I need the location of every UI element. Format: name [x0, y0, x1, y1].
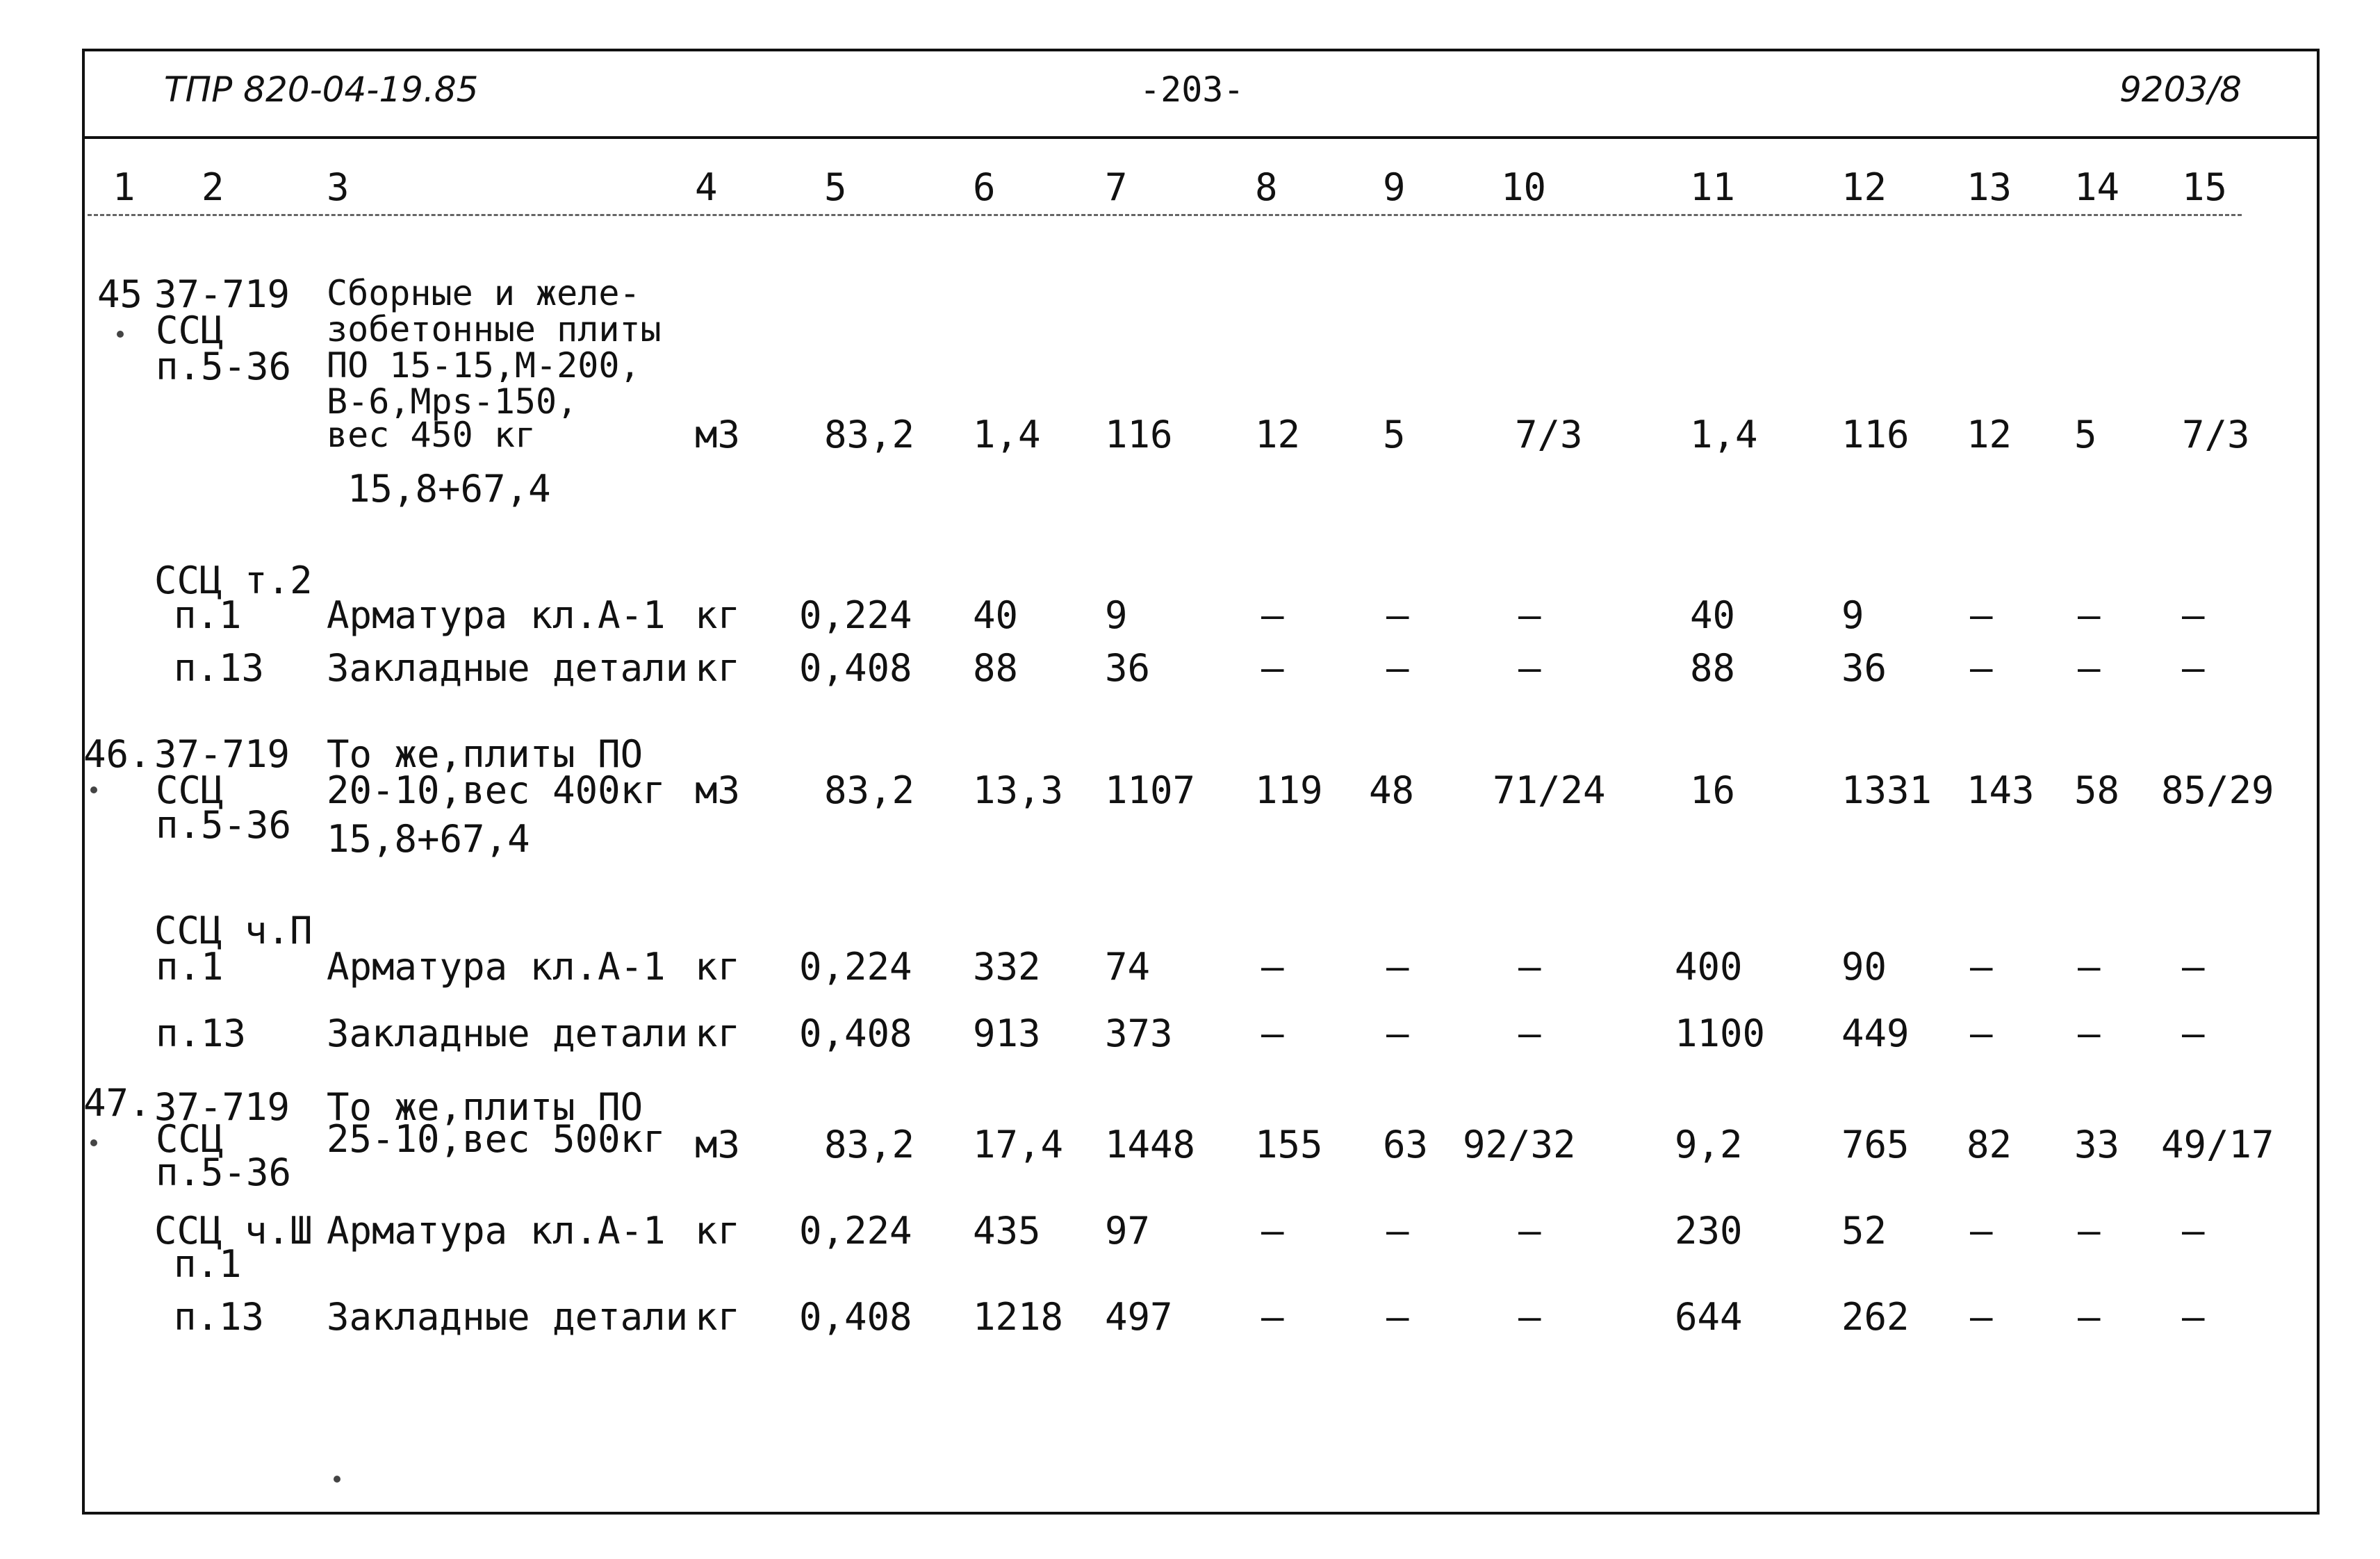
cell-c10: – [1518, 1209, 1541, 1253]
description-line: вес 450 кг [327, 415, 536, 455]
price-ref: п.1 [174, 1242, 242, 1286]
cell-c12: 449 [1841, 1012, 1910, 1055]
cell-c14: – [2078, 646, 2101, 690]
row-number: 47. [83, 1081, 151, 1125]
cell-c7: 36 [1105, 646, 1151, 690]
cell-c15: – [2182, 945, 2205, 989]
cell-c7: 9 [1105, 593, 1128, 637]
unit: кг [695, 1012, 741, 1055]
page-number: -203- [1140, 69, 1245, 110]
cell-c12: 36 [1841, 646, 1887, 690]
unit: кг [695, 593, 741, 637]
cell-c11: 400 [1675, 945, 1743, 989]
cell-c6: 1218 [973, 1295, 1064, 1339]
cell-c15: 85/29 [2161, 768, 2274, 812]
cell-c8: 155 [1255, 1123, 1323, 1166]
cell-c5: 83,2 [824, 413, 915, 456]
cell-c7: 116 [1105, 413, 1173, 456]
column-number: 10 [1501, 165, 1547, 209]
cell-c15: – [2182, 593, 2205, 637]
column-number: 11 [1690, 165, 1736, 209]
cell-c11: 230 [1675, 1209, 1743, 1253]
cell-c8: – [1261, 1012, 1284, 1055]
price-ref: п.1 [174, 593, 242, 637]
description-line: В-6,Mps-150, [327, 381, 578, 422]
cell-c9: 48 [1369, 768, 1415, 812]
description: Арматура кл.А-1 [327, 593, 666, 637]
cell-c12: 9 [1841, 593, 1864, 637]
cell-c7: 497 [1105, 1295, 1173, 1339]
cell-c6: 435 [973, 1209, 1041, 1253]
description-line: То же,плиты ПО [327, 732, 643, 776]
cell-c8: – [1261, 646, 1284, 690]
cell-c5: 0,224 [799, 945, 912, 989]
cell-c12: 262 [1841, 1295, 1910, 1339]
cell-c14: – [2078, 1295, 2101, 1339]
unit: кг [695, 646, 741, 690]
cell-c9: – [1386, 593, 1409, 637]
cell-c8: – [1261, 1209, 1284, 1253]
column-number: 12 [1841, 165, 1887, 209]
price-ref: ССЦ [156, 308, 224, 352]
price-code: 37-719 [154, 272, 290, 316]
calculation-note: 15,8+67,4 [327, 817, 530, 861]
cell-c13: – [1970, 1295, 1993, 1339]
unit: кг [695, 1295, 741, 1339]
cell-c8: 12 [1255, 413, 1301, 456]
scan-speck [90, 1139, 97, 1146]
cell-c5: 0,408 [799, 1012, 912, 1055]
price-code: 37-719 [154, 732, 290, 776]
cell-c10: 92/32 [1463, 1123, 1576, 1166]
price-ref: ССЦ [156, 1117, 224, 1161]
cell-c6: 40 [973, 593, 1019, 637]
description: Закладные детали [327, 1295, 689, 1339]
column-number-divider [88, 214, 2242, 217]
cell-c9: 63 [1383, 1123, 1429, 1166]
price-ref: ССЦ [156, 768, 224, 812]
scan-speck [117, 331, 124, 338]
price-ref: п.5-36 [156, 1150, 292, 1194]
price-ref: п.13 [174, 646, 265, 690]
cell-c10: 71/24 [1493, 768, 1606, 812]
cell-c11: 644 [1675, 1295, 1743, 1339]
unit: кг [695, 945, 741, 989]
cell-c14: 33 [2074, 1123, 2120, 1166]
cell-c5: 83,2 [824, 768, 915, 812]
column-number: 5 [824, 165, 847, 209]
cell-c11: 16 [1690, 768, 1736, 812]
column-number: 1 [113, 165, 136, 209]
cell-c10: – [1518, 1295, 1541, 1339]
cell-c11: 40 [1690, 593, 1736, 637]
cell-c11: 88 [1690, 646, 1736, 690]
cell-c12: 116 [1841, 413, 1910, 456]
description: Арматура кл.А-1 [327, 1209, 666, 1253]
unit: м3 [695, 1123, 741, 1166]
cell-c13: 82 [1967, 1123, 2012, 1166]
description: Закладные детали [327, 646, 689, 690]
description-line: зобетонные плиты [327, 309, 662, 349]
cell-c13: – [1970, 945, 1993, 989]
unit: м3 [695, 413, 741, 456]
description-line: То же,плиты ПО [327, 1085, 643, 1129]
cell-c12: 1331 [1841, 768, 1932, 812]
price-code: ССЦ ч.П [154, 909, 313, 952]
description: Закладные детали [327, 1012, 689, 1055]
column-number: 8 [1255, 165, 1278, 209]
cell-c6: 88 [973, 646, 1019, 690]
price-ref: п.13 [156, 1012, 247, 1055]
cell-c9: – [1386, 1209, 1409, 1253]
cell-c15: – [2182, 1012, 2205, 1055]
cell-c15: 7/3 [2182, 413, 2250, 456]
cell-c6: 1,4 [973, 413, 1041, 456]
unit: кг [695, 1209, 741, 1253]
unit: м3 [695, 768, 741, 812]
sheet-number: 9203/8 [2119, 69, 2242, 110]
cell-c6: 332 [973, 945, 1041, 989]
description: Арматура кл.А-1 [327, 945, 666, 989]
price-ref: п.5-36 [156, 803, 292, 847]
cell-c15: 49/17 [2161, 1123, 2274, 1166]
cell-c5: 83,2 [824, 1123, 915, 1166]
row-number: 45 [97, 272, 143, 316]
price-code: ССЦ ч.Ш [154, 1209, 313, 1253]
price-ref: п.13 [174, 1295, 265, 1339]
cell-c6: 13,3 [973, 768, 1064, 812]
column-number: 2 [202, 165, 224, 209]
cell-c11: 1,4 [1690, 413, 1758, 456]
cell-c8: – [1261, 1295, 1284, 1339]
cell-c12: 52 [1841, 1209, 1887, 1253]
cell-c14: 58 [2074, 768, 2120, 812]
price-code: 37-719 [154, 1085, 290, 1129]
cell-c14: – [2078, 1012, 2101, 1055]
cell-c7: 97 [1105, 1209, 1151, 1253]
cell-c14: – [2078, 945, 2101, 989]
description-line: ПО 15-15,М-200, [327, 345, 641, 386]
cell-c10: – [1518, 593, 1541, 637]
cell-c5: 0,408 [799, 1295, 912, 1339]
cell-c7: 1448 [1105, 1123, 1196, 1166]
calculation-note: 15,8+67,4 [347, 467, 551, 511]
cell-c5: 0,224 [799, 1209, 912, 1253]
cell-c13: – [1970, 646, 1993, 690]
cell-c13: 12 [1967, 413, 2012, 456]
column-number: 14 [2074, 165, 2120, 209]
scan-speck [334, 1476, 340, 1483]
column-number: 13 [1967, 165, 2012, 209]
column-number: 7 [1105, 165, 1128, 209]
document-code: ТПР 820-04-19.85 [164, 69, 479, 110]
column-number: 4 [695, 165, 718, 209]
scan-speck [90, 786, 97, 793]
cell-c14: – [2078, 1209, 2101, 1253]
row-number: 46. [83, 732, 151, 776]
cell-c8: – [1261, 593, 1284, 637]
cell-c9: 5 [1383, 413, 1406, 456]
description-line: 20-10,вес 400кг [327, 768, 666, 812]
column-number: 3 [327, 165, 350, 209]
price-code: ССЦ т.2 [154, 559, 313, 602]
description-line: 25-10,вес 500кг [327, 1117, 666, 1161]
cell-c7: 74 [1105, 945, 1151, 989]
cell-c15: – [2182, 1209, 2205, 1253]
cell-c10: – [1518, 1012, 1541, 1055]
cell-c10: 7/3 [1515, 413, 1583, 456]
cell-c5: 0,408 [799, 646, 912, 690]
cell-c9: – [1386, 1295, 1409, 1339]
column-number: 15 [2182, 165, 2228, 209]
cell-c7: 1107 [1105, 768, 1196, 812]
cell-c10: – [1518, 646, 1541, 690]
cell-c9: – [1386, 1012, 1409, 1055]
column-number: 9 [1383, 165, 1406, 209]
cell-c13: 143 [1967, 768, 2035, 812]
cell-c15: – [2182, 1295, 2205, 1339]
cell-c9: – [1386, 945, 1409, 989]
description-line: Сборные и желе- [327, 273, 641, 313]
cell-c12: 765 [1841, 1123, 1910, 1166]
cell-c14: – [2078, 593, 2101, 637]
header-divider [82, 136, 2320, 139]
cell-c12: 90 [1841, 945, 1887, 989]
price-ref: п.1 [156, 945, 224, 989]
cell-c11: 1100 [1675, 1012, 1766, 1055]
cell-c8: 119 [1255, 768, 1323, 812]
cell-c7: 373 [1105, 1012, 1173, 1055]
cell-c6: 913 [973, 1012, 1041, 1055]
price-ref: п.5-36 [156, 345, 292, 388]
column-number: 6 [973, 165, 996, 209]
cell-c10: – [1518, 945, 1541, 989]
cell-c11: 9,2 [1675, 1123, 1743, 1166]
cell-c15: – [2182, 646, 2205, 690]
cell-c9: – [1386, 646, 1409, 690]
cell-c5: 0,224 [799, 593, 912, 637]
cell-c6: 17,4 [973, 1123, 1064, 1166]
cell-c8: – [1261, 945, 1284, 989]
cell-c13: – [1970, 593, 1993, 637]
cell-c14: 5 [2074, 413, 2097, 456]
cell-c13: – [1970, 1012, 1993, 1055]
cell-c13: – [1970, 1209, 1993, 1253]
